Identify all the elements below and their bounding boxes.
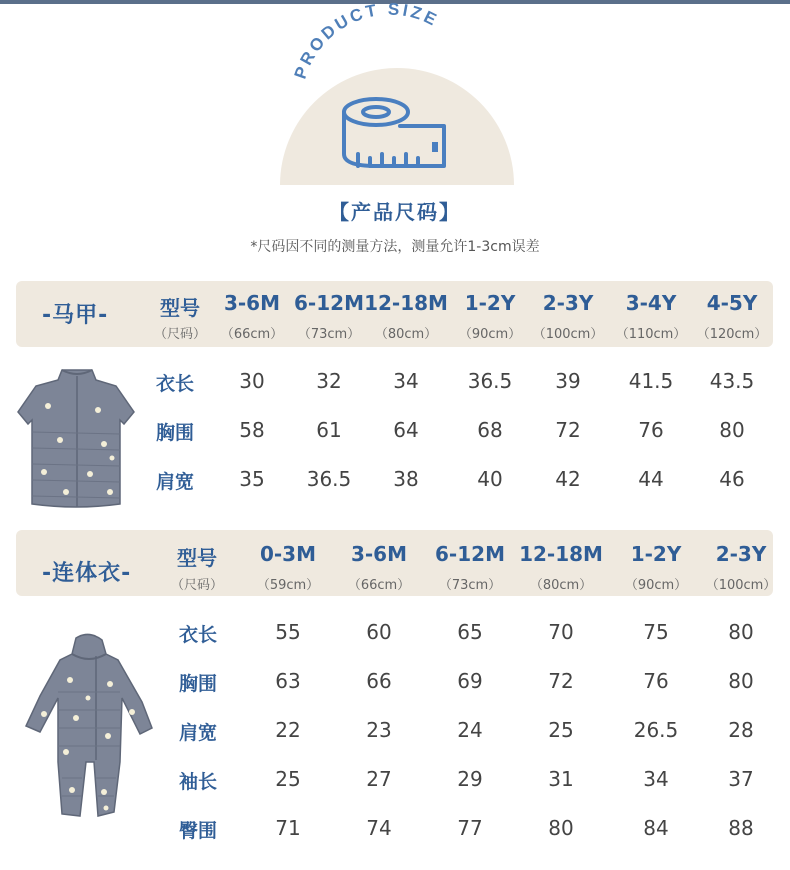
vest-size-cm: （100cm） [532, 327, 604, 342]
vest-size-cm: （90cm） [458, 327, 522, 342]
vest-size-label: 6-12M [294, 291, 364, 315]
romper-size-cm: （90cm） [624, 578, 688, 593]
vest-header-sub: （尺码） [153, 327, 206, 342]
vest-cell-value: 64 [393, 418, 419, 442]
romper-cell-value: 25 [275, 767, 301, 791]
romper-row-label: 胸围 [178, 673, 217, 695]
romper-cell-value: 27 [366, 767, 392, 791]
romper-cell-value: 75 [643, 620, 669, 644]
romper-cell-value: 29 [457, 767, 483, 791]
vest-size-label: 3-6M [223, 291, 281, 315]
romper-cell-value: 65 [457, 620, 483, 644]
romper-cell-value: 34 [643, 767, 669, 791]
vest-cell-value: 61 [316, 418, 342, 442]
vest-row-label: 胸围 [155, 422, 194, 444]
vest-cell-value: 80 [719, 418, 745, 442]
romper-row-label: 衣长 [178, 624, 217, 646]
romper-cell-value: 55 [275, 620, 301, 644]
romper-cell-value: 84 [643, 816, 669, 840]
vest-cell-value: 68 [477, 418, 503, 442]
vest-size-cm: （73cm） [297, 327, 361, 342]
vest-cell-value: 44 [638, 467, 664, 491]
vest-cell-value: 36.5 [467, 369, 513, 393]
vest-cell-value: 41.5 [628, 369, 674, 393]
romper-header-label: 型号 [177, 546, 217, 570]
vest-cell-value: 36.5 [306, 467, 352, 491]
romper-row-label: 臀围 [178, 820, 217, 842]
size-chart-heading: 【产品尺码】 [329, 200, 461, 224]
vest-cell-value: 40 [477, 467, 503, 491]
tape-measure-icon [340, 92, 452, 172]
vest-cell-value: 32 [316, 369, 342, 393]
vest-cell-value: 72 [555, 418, 581, 442]
vest-cell-value: 43.5 [709, 369, 755, 393]
romper-size-cm: （59cm） [256, 578, 320, 593]
vest-size-label: 12-18M [364, 291, 448, 315]
vest-cell-value: 39 [555, 369, 581, 393]
romper-cell-value: 80 [548, 816, 574, 840]
romper-size-cm: （73cm） [438, 578, 502, 593]
vest-size-label: 1-2Y [464, 291, 516, 315]
romper-section-label: -连体衣- [42, 561, 132, 586]
romper-size-label: 12-18M [519, 542, 603, 566]
romper-cell-value: 66 [366, 669, 392, 693]
romper-row-label: 袖长 [178, 771, 217, 793]
vest-section-label: -马甲- [42, 303, 109, 328]
vest-size-label: 4-5Y [706, 291, 758, 315]
romper-cell-value: 69 [457, 669, 483, 693]
vest-cell-value: 38 [393, 467, 419, 491]
romper-cell-value: 88 [728, 816, 754, 840]
vest-cell-value: 30 [239, 369, 265, 393]
vest-cell-value: 42 [555, 467, 581, 491]
romper-row-label: 肩宽 [178, 722, 217, 744]
vest-size-cm: （110cm） [615, 327, 687, 342]
romper-size-label: 2-3Y [715, 542, 767, 566]
measurement-note: *尺码因不同的测量方法，测量允许1-3cm误差 [250, 239, 540, 255]
svg-text:PRODUCT SIZE [291, 0, 442, 81]
romper-cell-value: 71 [275, 816, 301, 840]
arc-title-text: PRODUCT SIZE [290, 0, 443, 82]
vest-size-cm: （80cm） [374, 327, 438, 342]
romper-cell-value: 28 [728, 718, 754, 742]
vest-row-label: 衣长 [155, 373, 194, 395]
romper-size-cm: （100cm） [705, 578, 777, 593]
vest-cell-value: 35 [239, 467, 265, 491]
romper-cell-value: 74 [366, 816, 392, 840]
romper-cell-value: 37 [728, 767, 754, 791]
romper-cell-value: 70 [548, 620, 574, 644]
vest-size-label: 3-4Y [625, 291, 677, 315]
vest-size-label: 2-3Y [542, 291, 594, 315]
vest-header-label: 型号 [160, 296, 200, 320]
vest-row-label: 肩宽 [155, 471, 194, 493]
romper-image [14, 632, 164, 832]
romper-size-cm: （80cm） [529, 578, 593, 593]
romper-size-label: 0-3M [259, 542, 317, 566]
vest-size-cm: （120cm） [696, 327, 768, 342]
vest-cell-value: 46 [719, 467, 745, 491]
vest-cell-value: 34 [393, 369, 419, 393]
vest-cell-value: 76 [638, 418, 664, 442]
vest-image [12, 362, 142, 512]
vest-size-cm: （66cm） [220, 327, 284, 342]
romper-cell-value: 26.5 [633, 718, 679, 742]
romper-cell-value: 23 [366, 718, 392, 742]
romper-cell-value: 31 [548, 767, 574, 791]
romper-size-label: 3-6M [350, 542, 408, 566]
romper-cell-value: 77 [457, 816, 483, 840]
romper-size-cm: （66cm） [347, 578, 411, 593]
vest-cell-value: 58 [239, 418, 265, 442]
romper-cell-value: 63 [275, 669, 301, 693]
romper-cell-value: 76 [643, 669, 669, 693]
romper-cell-value: 80 [728, 620, 754, 644]
romper-cell-value: 22 [275, 718, 301, 742]
romper-cell-value: 25 [548, 718, 574, 742]
romper-cell-value: 72 [548, 669, 574, 693]
romper-cell-value: 60 [366, 620, 392, 644]
romper-cell-value: 24 [457, 718, 483, 742]
romper-size-label: 6-12M [435, 542, 505, 566]
romper-header-sub: （尺码） [170, 578, 223, 593]
romper-cell-value: 80 [728, 669, 754, 693]
romper-size-label: 1-2Y [630, 542, 682, 566]
